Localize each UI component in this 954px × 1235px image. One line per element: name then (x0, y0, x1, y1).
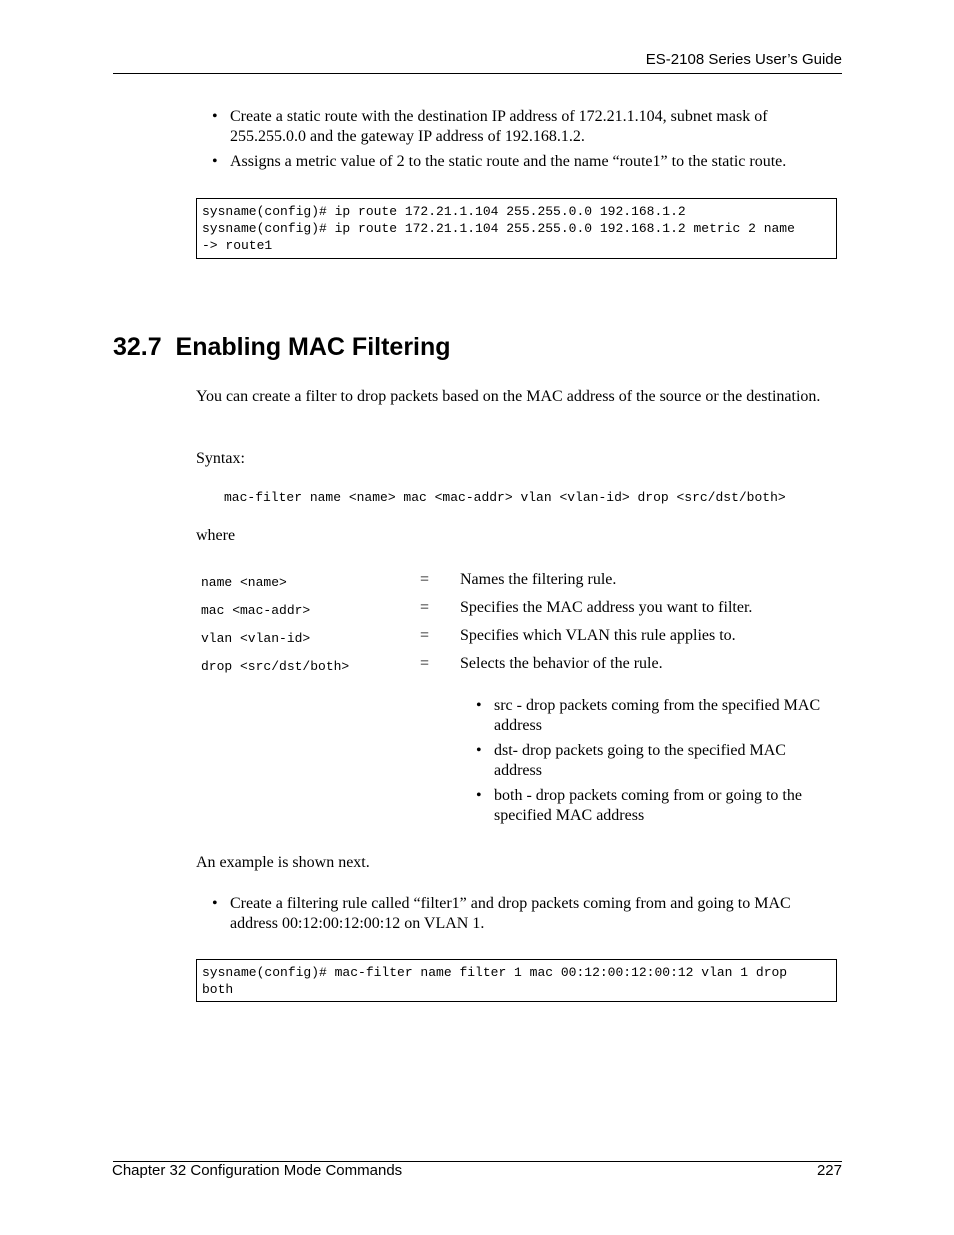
param-description: Names the filtering rule. (460, 571, 617, 588)
code-line: sysname(config)# mac-filter name filter 1 mac 00:12:00:12:00:12 vlan 1 drop (202, 965, 788, 980)
list-item: • Assigns a metric value of 2 to the static route and the name “route1” to the static route. (212, 152, 837, 172)
syntax-label: Syntax: (196, 450, 245, 467)
code-line: sysname(config)# ip route 172.21.1.104 255.255.0.0 192.168.1.2 metric 2 name (202, 221, 795, 236)
syntax-command: mac-filter name <name> mac <mac-addr> vlan <vlan-id> drop <src/dst/both> (224, 490, 786, 505)
param-name: vlan <vlan-id> (201, 631, 311, 646)
table-row (196, 598, 841, 626)
param-description: Specifies the MAC address you want to filter. (460, 599, 753, 616)
drop-options-list (476, 696, 831, 831)
param-equals: = (420, 655, 430, 672)
page-number: 227 (816, 1162, 842, 1179)
param-name: drop <src/dst/both> (201, 659, 350, 674)
table-row (196, 570, 841, 598)
param-equals: = (420, 627, 430, 644)
list-item: • both - drop packets coming from or going to the specified MAC address (476, 786, 831, 826)
table-row (196, 626, 841, 654)
list-item: • Create a static route with the destination IP address of 172.21.1.104, subnet mask of 255.255.0.0 and the gateway IP address of 192.168.1.2. (212, 107, 837, 147)
where-label: where (196, 527, 236, 544)
footer-chapter-title: Chapter 32 Configuration Mode Commands (112, 1162, 403, 1179)
section-heading: 32.7 Enabling MAC Filtering (113, 333, 451, 361)
list-item: • dst- drop packets going to the specified MAC address (476, 741, 831, 781)
param-name: mac <mac-addr> (201, 603, 311, 618)
intro-paragraph: You can create a filter to drop packets based on the MAC address of the source or the destination. (196, 388, 821, 405)
code-line: -> route1 (202, 238, 273, 253)
param-description: Specifies which VLAN this rule applies to. (460, 627, 736, 644)
static-route-bullet-list (212, 107, 837, 177)
code-line: sysname(config)# ip route 172.21.1.104 255.255.0.0 192.168.1.2 (202, 204, 686, 219)
list-item: • src - drop packets coming from the specified MAC address (476, 696, 831, 736)
list-item: • Create a filtering rule called “filter1” and drop packets coming from and going to MAC address 00:12:00:12:00:12 on VLAN 1. (212, 894, 837, 934)
running-header-title: ES-2108 Series User’s Guide (645, 51, 842, 68)
static-route-code-block (196, 198, 837, 259)
param-equals: = (420, 599, 430, 616)
code-line: both (202, 982, 234, 997)
table-row (196, 654, 841, 682)
header-divider (113, 73, 842, 74)
example-intro: An example is shown next. (196, 854, 370, 871)
param-name: name <name> (201, 575, 287, 590)
example-code-block (196, 959, 837, 1002)
example-bullet-list (212, 894, 837, 939)
param-description: Selects the behavior of the rule. (460, 655, 663, 672)
param-equals: = (420, 571, 430, 588)
